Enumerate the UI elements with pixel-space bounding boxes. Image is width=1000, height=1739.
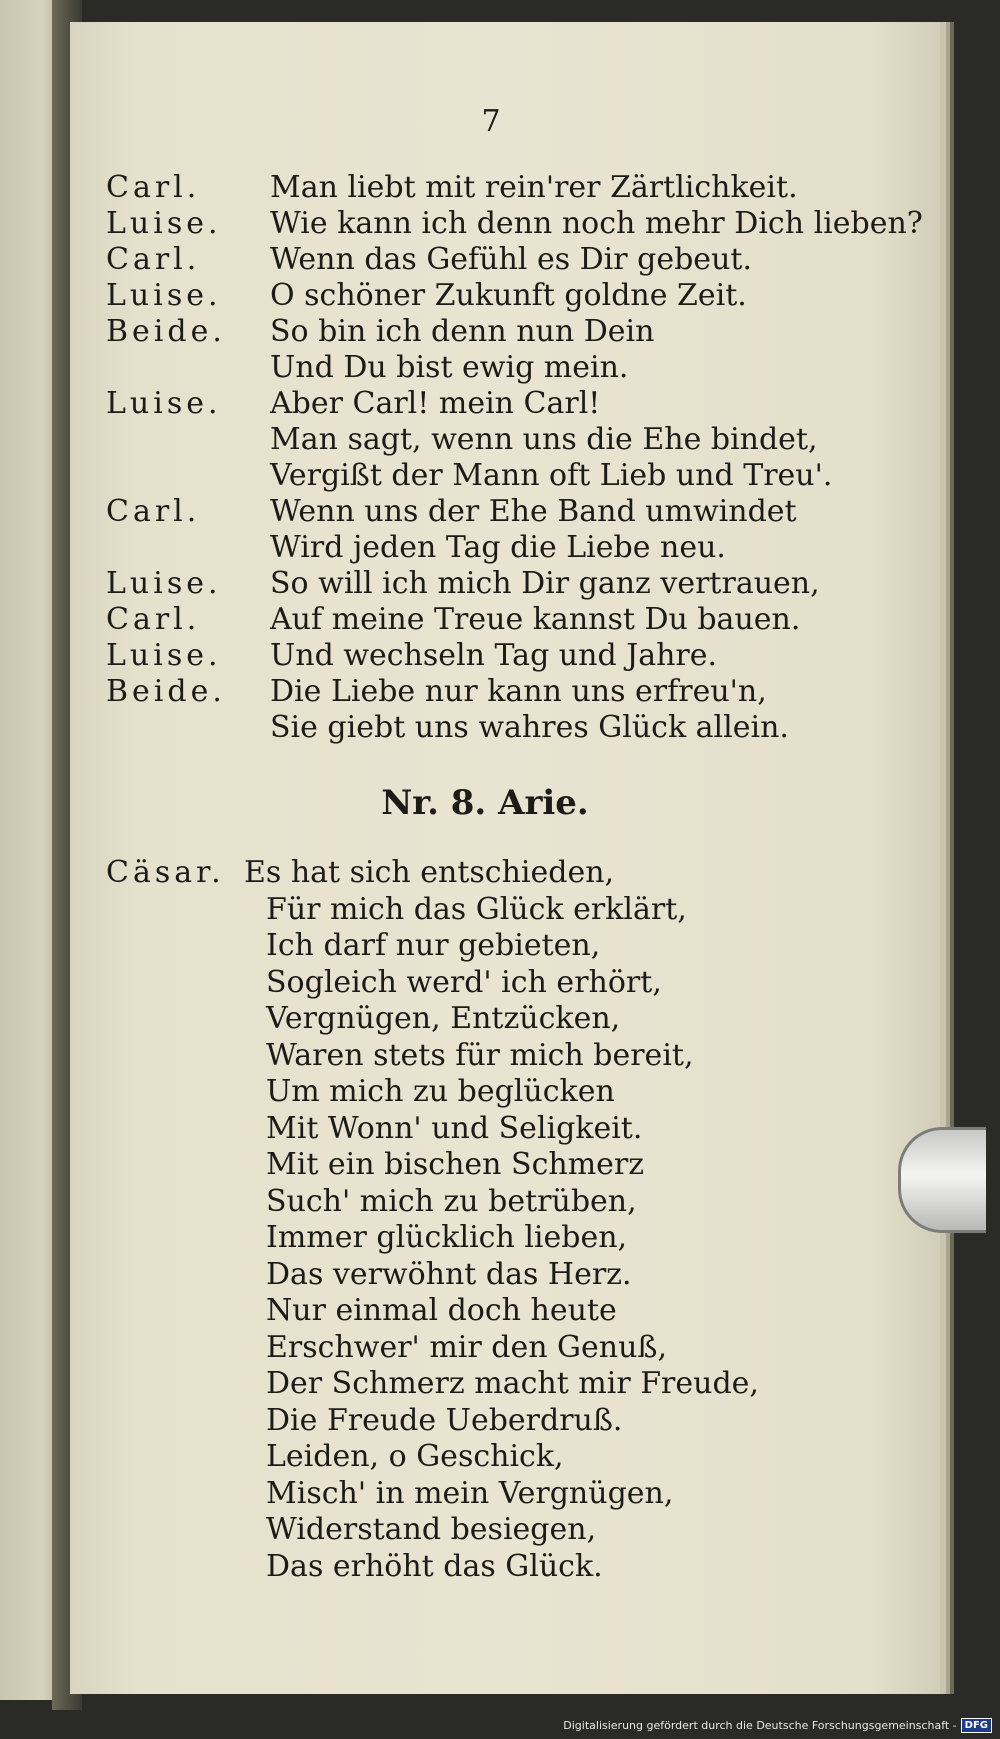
verse-line: Widerstand besiegen,	[266, 1512, 597, 1547]
page-clip	[898, 1127, 986, 1233]
speaker-name: Luise.	[106, 638, 222, 673]
verse-line: Mit ein bischen Schmerz	[266, 1147, 645, 1182]
verse-line: Wenn uns der Ehe Band umwindet	[270, 494, 797, 529]
credit-text: Digitalisierung gefördert durch die Deutsche Forschungsgemeinschaft -	[563, 1719, 957, 1732]
verse-line: Es hat sich entschieden,	[244, 855, 615, 890]
verse-line: Such' mich zu betrüben,	[266, 1183, 637, 1219]
verse-line: So will ich mich Dir ganz vertrauen,	[270, 566, 820, 601]
verse-line: Das verwöhnt das Herz.	[266, 1256, 632, 1292]
verse-line: Wenn das Gefühl es Dir gebeut.	[270, 242, 752, 277]
verse-line: Für mich das Glück erklärt,	[266, 891, 687, 927]
speaker-name: Luise.	[106, 206, 222, 241]
verse-line: Und wechseln Tag und Jahre.	[270, 638, 718, 673]
verse-line: Aber Carl! mein Carl!	[270, 386, 601, 421]
speaker-name: Luise.	[106, 566, 222, 601]
verse-line: Um mich zu beglücken	[266, 1074, 615, 1109]
verse-line: Ich darf nur gebieten,	[266, 928, 601, 963]
speaker-name: Luise.	[106, 386, 222, 421]
speaker-name: Luise.	[106, 278, 222, 313]
verse-line: Die Liebe nur kann uns erfreu'n,	[270, 674, 767, 709]
verse-line: Sogleich werd' ich erhört,	[266, 964, 662, 1000]
verse-line: Sie giebt uns wahres Glück allein.	[270, 710, 789, 745]
verse-line: Mit Wonn' und Seligkeit.	[266, 1110, 643, 1146]
verse-line: Leiden, o Geschick,	[266, 1439, 564, 1474]
verse-line: Die Freude Ueberdruß.	[266, 1402, 623, 1438]
speaker-name: Carl.	[106, 494, 201, 529]
verse-line: Immer glücklich lieben,	[266, 1220, 628, 1255]
section-heading: Nr. 8. Arie.	[381, 783, 589, 823]
speaker-name: Carl.	[106, 602, 201, 637]
dfg-logo: DFG	[961, 1718, 992, 1733]
verse-line: Man liebt mit rein'rer Zärtlichkeit.	[270, 170, 798, 205]
verse-line: Erschwer' mir den Genuß,	[266, 1329, 667, 1365]
verse-line: Das erhöht das Glück.	[266, 1548, 603, 1584]
digitization-credit	[563, 1718, 992, 1733]
verse-line: Vergnügen, Entzücken,	[266, 1001, 621, 1036]
page-number: 7	[481, 104, 501, 139]
speaker-name: Beide.	[106, 314, 226, 349]
verse-line: So bin ich denn nun Dein	[270, 314, 655, 349]
speaker-name: Cäsar.	[106, 855, 225, 890]
verse-line: Man sagt, wenn uns die Ehe bindet,	[270, 422, 818, 457]
verse-line: Der Schmerz macht mir Freude,	[266, 1366, 759, 1401]
verse-line: Wie kann ich denn noch mehr Dich lieben?	[270, 206, 923, 241]
verse-line: Nur einmal doch heute	[266, 1293, 617, 1328]
verse-line: Misch' in mein Vergnügen,	[266, 1475, 674, 1511]
speaker-name: Beide.	[106, 674, 226, 709]
verse-line: Waren stets für mich bereit,	[266, 1037, 694, 1073]
speaker-name: Carl.	[106, 242, 201, 277]
verse-line: Auf meine Treue kannst Du bauen.	[270, 602, 801, 637]
verse-line: Wird jeden Tag die Liebe neu.	[270, 530, 726, 565]
verse-line: Und Du bist ewig mein.	[270, 350, 629, 385]
speaker-name: Carl.	[106, 170, 201, 205]
verse-line: Vergißt der Mann oft Lieb und Treu'.	[270, 458, 833, 493]
verse-line: O schöner Zukunft goldne Zeit.	[270, 278, 747, 313]
